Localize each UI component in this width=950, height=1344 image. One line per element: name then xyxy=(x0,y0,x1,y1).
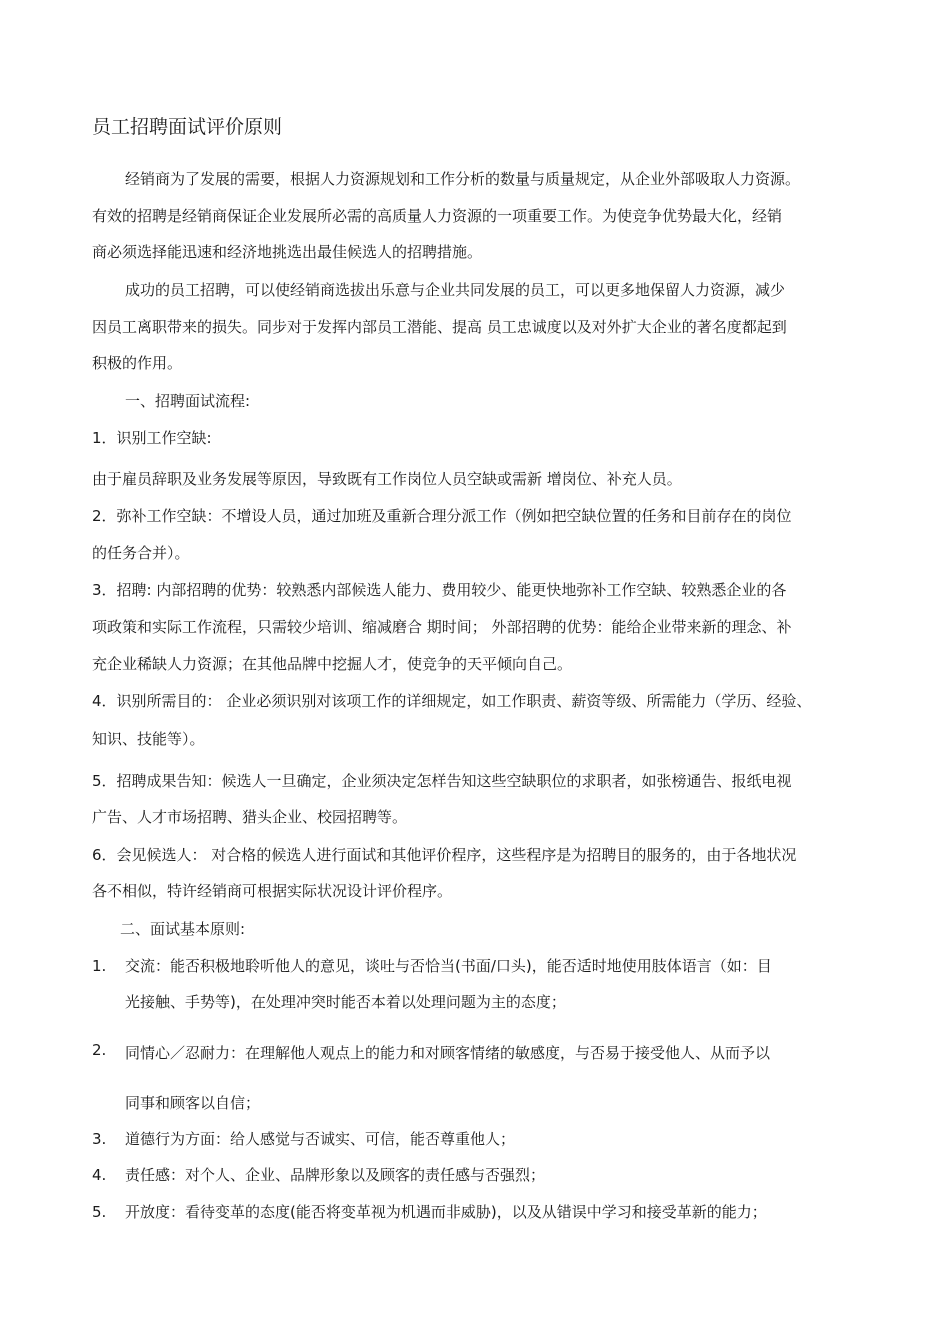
step-line: 2．弥补工作空缺：不增设人员，通过加班及重新合理分派工作（例如把空缺位置的任务和目前存在的岗位 xyxy=(92,507,792,525)
intro-p2-line-1: 成功的员工招聘，可以使经销商选拔出乐意与企业共同发展的员工，可以更多地保留人力资源，减少 xyxy=(125,281,786,299)
section2-heading: 二、面试基本原则: xyxy=(120,920,246,938)
step-line: 各不相似，特许经销商可根据实际状况设计评价程序。 xyxy=(92,882,453,900)
intro-p1-line-3: 商必须选择能迅速和经济地挑选出最佳候选人的招聘措施。 xyxy=(92,243,483,261)
section1-heading: 一、招聘面试流程: xyxy=(125,392,251,410)
document-title: 员工招聘面试评价原则 xyxy=(92,116,283,138)
principle-number: 2. xyxy=(92,1041,107,1059)
principle-line: 开放度：看待变革的态度(能否将变革视为机遇而非威胁)，以及从错误中学习和接受革新的能力； xyxy=(125,1203,767,1221)
principle-number: 3. xyxy=(92,1130,107,1148)
principle-line: 光接触、手势等)，在处理冲突时能否本着以处理问题为主的态度； xyxy=(125,993,566,1011)
principle-number: 5. xyxy=(92,1203,107,1221)
principle-line: 交流：能否积极地聆听他人的意见，谈吐与否恰当(书面/口头)，能否适时地使用肢体语言（如：目 xyxy=(125,957,772,975)
intro-p2-line-2: 因员工离职带来的损失。同步对于发挥内部员工潜能、提高 员工忠诚度以及对外扩大企业的著名度都起到 xyxy=(92,318,787,336)
intro-p2-line-3: 积极的作用。 xyxy=(92,354,183,372)
step-line: 充企业稀缺人力资源；在其他品牌中挖掘人才，使竞争的天平倾向自己。 xyxy=(92,655,573,673)
step-line: 5．招聘成果告知：候选人一旦确定，企业须决定怎样告知这些空缺职位的求职者，如张榜通告、报纸电视 xyxy=(92,772,792,790)
step-line: 6．会见候选人： 对合格的候选人进行面试和其他评价程序，这些程序是为招聘目的服务的，由于各地状况 xyxy=(92,846,797,864)
step-line: 的任务合并）。 xyxy=(92,544,190,562)
step-line: 广告、人才市场招聘、猎头企业、校园招聘等。 xyxy=(92,808,408,826)
principle-line: 道德行为方面：给人感觉与否诚实、可信，能否尊重他人； xyxy=(125,1130,516,1148)
step-line: 知识、技能等）。 xyxy=(92,730,205,748)
intro-p1-line-2: 有效的招聘是经销商保证企业发展所必需的高质量人力资源的一项重要工作。为使竞争优势最大化，经销 xyxy=(92,207,783,225)
step-line: 4．识别所需目的： 企业必须识别对该项工作的详细规定，如工作职责、薪资等级、所需能力（学历、经验、 xyxy=(92,692,812,710)
principle-line: 同情心／忍耐力：在理解他人观点上的能力和对顾客情绪的敏感度，与否易于接受他人、从而予以 xyxy=(125,1044,771,1062)
intro-p1-line-1: 经销商为了发展的需要，根据人力资源规划和工作分析的数量与质量规定，从企业外部吸取人力资源。 xyxy=(125,170,801,188)
step-line: 1．识别工作空缺: xyxy=(92,429,212,447)
principle-number: 4. xyxy=(92,1166,107,1184)
step-line: 由于雇员辞职及业务发展等原因，导致既有工作岗位人员空缺或需新 增岗位、补充人员。 xyxy=(92,470,682,488)
principle-number: 1. xyxy=(92,957,107,975)
principle-line: 责任感：对个人、企业、品牌形象以及顾客的责任感与否强烈； xyxy=(125,1166,546,1184)
step-line: 3．招聘: 内部招聘的优势：较熟悉内部候选人能力、费用较少、能更快地弥补工作空缺、较熟悉企业的各 xyxy=(92,581,787,599)
step-line: 项政策和实际工作流程，只需较少培训、缩减磨合 期时间； 外部招聘的优势：能给企业带来新的理念、补 xyxy=(92,618,792,636)
principle-line: 同事和顾客以自信； xyxy=(125,1094,261,1112)
